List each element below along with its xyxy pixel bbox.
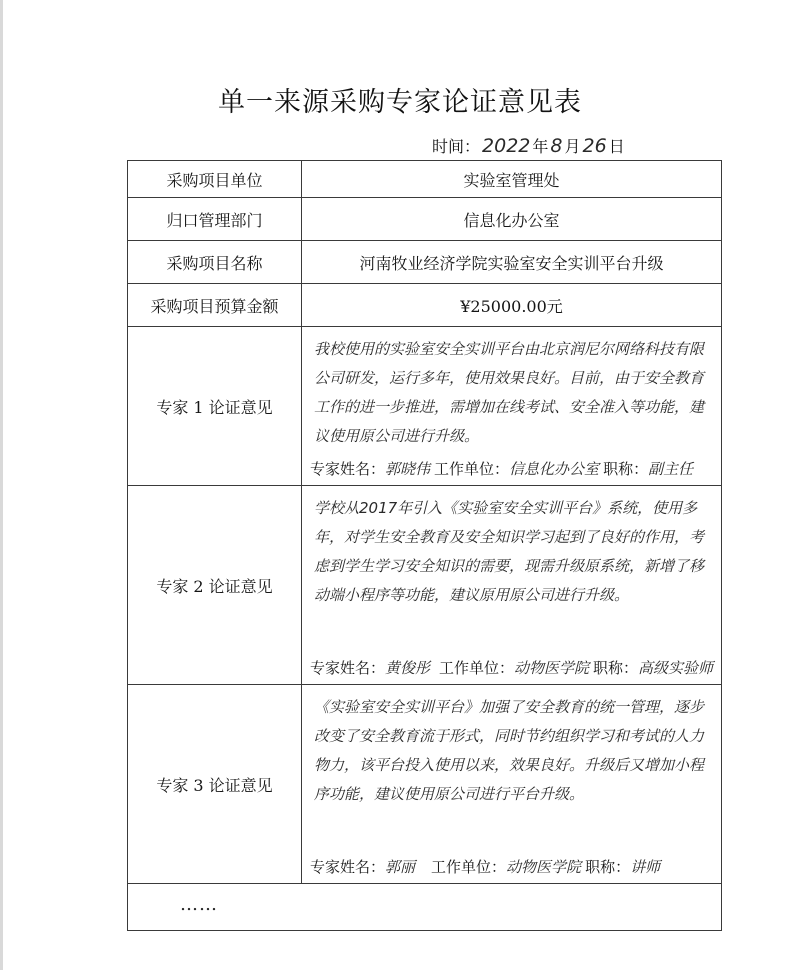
form-title: 单一来源采购专家论证意见表 bbox=[218, 87, 582, 118]
signature-row-3 bbox=[310, 856, 717, 877]
work-label-2: 工作单位： bbox=[438, 659, 514, 677]
label-budget: 采购项目预算金额 bbox=[128, 284, 302, 327]
name-label-2: 专家姓名： bbox=[310, 659, 386, 677]
ellipsis-text: …… bbox=[180, 894, 218, 915]
date-month: 8 bbox=[550, 135, 563, 157]
row-budget bbox=[128, 284, 722, 327]
title-label-3: 职称： bbox=[585, 858, 631, 876]
title-label-1: 职称： bbox=[603, 460, 649, 478]
name-label-1: 专家姓名： bbox=[310, 460, 386, 478]
name-value-1: 郭晓伟 bbox=[385, 460, 431, 478]
work-value-1: 信息化办公室 bbox=[509, 460, 600, 478]
work-value-2: 动物医学院 bbox=[513, 659, 589, 677]
opinion-text-2: 学校从2017年引入《实验室安全实训平台》系统，使用多年，对学生安全教育及安全知识学习起到了良好的作用，考虑到学生学习安全知识的需要，现需升级原系统，新增了移动端小程序等功能，建议原用原公司进行升级。 bbox=[314, 499, 705, 604]
work-label-1: 工作单位： bbox=[434, 460, 510, 478]
date-day: 26 bbox=[582, 135, 607, 157]
name-value-2: 黄俊彤 bbox=[385, 659, 431, 677]
signature-row-1 bbox=[310, 458, 717, 479]
value-budget: ¥25000.00元 bbox=[302, 284, 722, 327]
name-label-3: 专家姓名： bbox=[310, 858, 386, 876]
label-unit: 采购项目单位 bbox=[128, 161, 302, 198]
date-label: 时间： bbox=[432, 137, 481, 156]
opinion-text-3: 《实验室安全实训平台》加强了安全教育的统一管理，逐步改变了安全教育流于形式，同时节约组织学习和考试的人力物力，该平台投入使用以来，效果良好。升级后又增加小程序功能，建议使用原公司进行平台升级。 bbox=[314, 698, 705, 803]
date-year-unit: 年 bbox=[532, 137, 549, 156]
label-project: 采购项目名称 bbox=[128, 241, 302, 284]
date-month-unit: 月 bbox=[564, 137, 581, 156]
opinion-form-table bbox=[127, 160, 722, 931]
date-year: 2022 bbox=[482, 135, 531, 157]
date-row bbox=[432, 134, 625, 157]
value-unit: 实验室管理处 bbox=[302, 161, 722, 198]
ellipsis-cell bbox=[128, 884, 722, 931]
opinion-text-1: 我校使用的实验室安全实训平台由北京润尼尔网络科技有限公司研发，运行多年，使用效果良好。目前，由于安全教育工作的进一步推进，需增加在线考试、安全准入等功能，建议使用原公司进行升级。 bbox=[314, 340, 705, 445]
label-expert-3: 专家 3 论证意见 bbox=[128, 685, 302, 884]
opinion-cell-2 bbox=[302, 486, 722, 685]
opinion-cell-1 bbox=[302, 327, 722, 486]
row-expert-3 bbox=[128, 685, 722, 884]
date-day-unit: 日 bbox=[608, 137, 625, 156]
title-value-1: 副主任 bbox=[648, 460, 694, 478]
label-expert-1: 专家 1 论证意见 bbox=[128, 327, 302, 486]
name-value-3: 郭丽 bbox=[385, 858, 416, 876]
label-dept: 归口管理部门 bbox=[128, 198, 302, 241]
row-unit bbox=[128, 161, 722, 198]
opinion-cell-3 bbox=[302, 685, 722, 884]
row-expert-1 bbox=[128, 327, 722, 486]
row-ellipsis bbox=[128, 884, 722, 931]
title-value-2: 高级实验师 bbox=[637, 659, 713, 677]
title-label-2: 职称： bbox=[592, 659, 638, 677]
title-value-3: 讲师 bbox=[630, 858, 661, 876]
label-expert-2: 专家 2 论证意见 bbox=[128, 486, 302, 685]
work-value-3: 动物医学院 bbox=[506, 858, 582, 876]
row-project bbox=[128, 241, 722, 284]
row-expert-2 bbox=[128, 486, 722, 685]
row-dept bbox=[128, 198, 722, 241]
work-label-3: 工作单位： bbox=[431, 858, 507, 876]
signature-row-2 bbox=[310, 657, 717, 678]
value-project: 河南牧业经济学院实验室安全实训平台升级 bbox=[302, 241, 722, 284]
value-dept: 信息化办公室 bbox=[302, 198, 722, 241]
scan-edge bbox=[0, 0, 3, 970]
